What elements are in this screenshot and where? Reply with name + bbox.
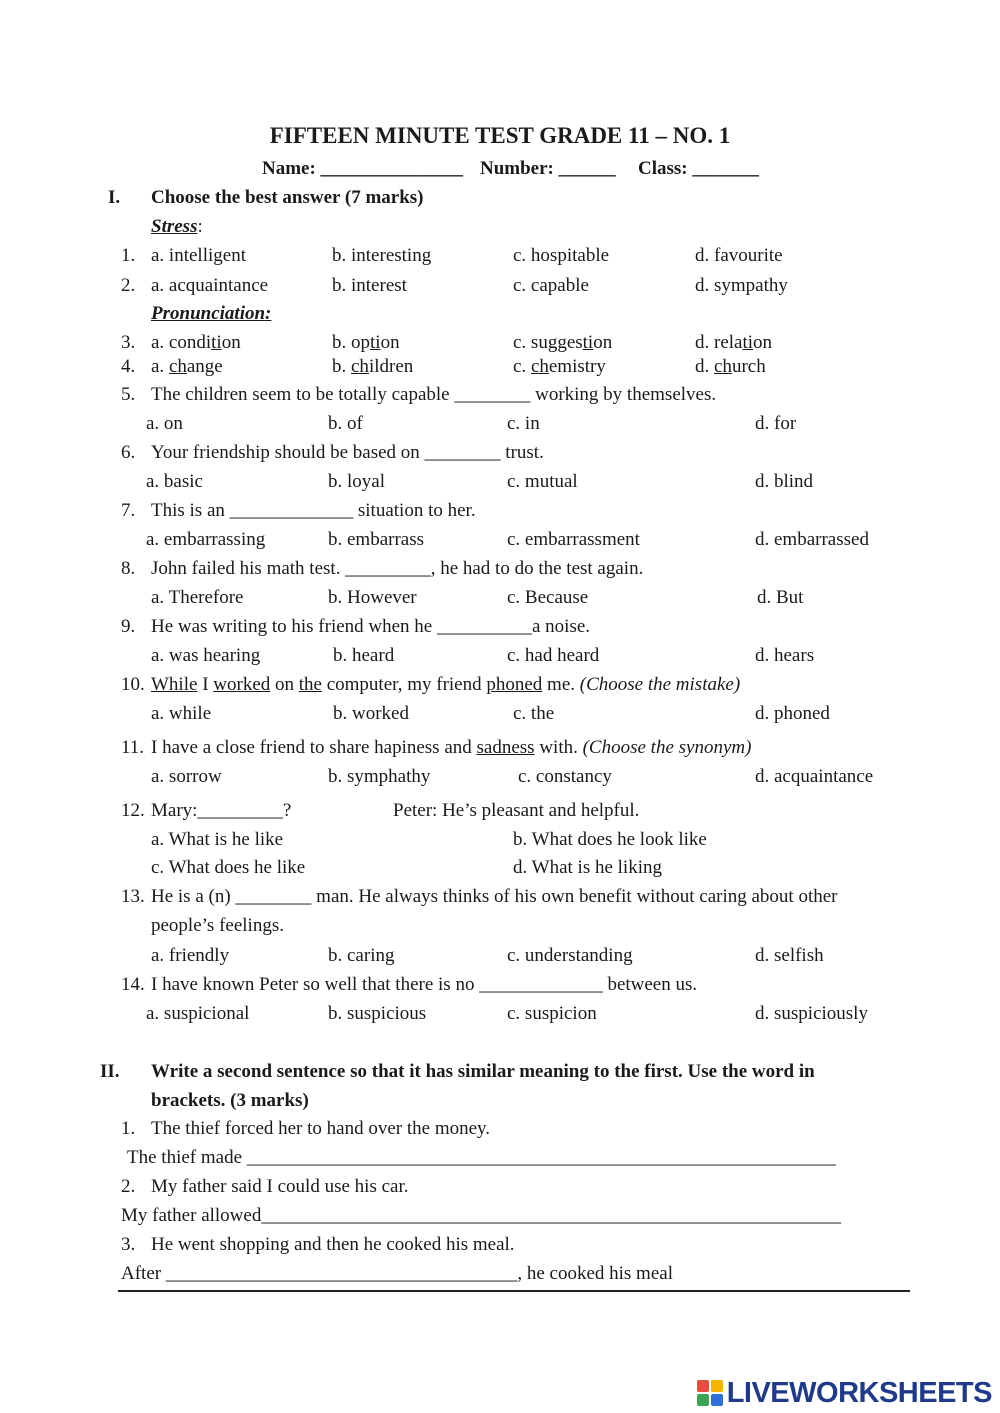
q14-number: 14. <box>121 974 145 995</box>
q14-option-b[interactable]: b. suspicious <box>328 1003 427 1024</box>
q11-option-b[interactable]: b. symphathy <box>328 766 431 787</box>
q5-number: 5. <box>121 384 136 405</box>
q7-option-c[interactable]: c. embarrassment <box>507 529 640 550</box>
q6-option-a[interactable]: a. basic <box>146 471 203 492</box>
q6-number: 6. <box>121 442 136 463</box>
q8-number: 8. <box>121 558 136 579</box>
q6-option-b[interactable]: b. loyal <box>328 471 385 492</box>
q14-option-c[interactable]: c. suspicion <box>507 1003 597 1024</box>
part2-heading-line1: Write a second sentence so that it has similar meaning to the first. Use the word in <box>151 1061 815 1082</box>
part2-roman: II. <box>100 1061 120 1082</box>
q13-option-a[interactable]: a. friendly <box>151 945 230 966</box>
q4-option-a[interactable]: a. change <box>151 356 223 377</box>
s2-answer-line[interactable]: My father allowed_____________________________________________________________ <box>121 1205 841 1226</box>
q2-number: 2. <box>121 275 136 296</box>
q6-text: Your friendship should be based on ________ trust. <box>151 442 544 463</box>
q10-option-a[interactable]: a. while <box>151 703 212 724</box>
q5-option-c[interactable]: c. in <box>507 413 540 434</box>
pronunciation-label: Pronunciation: <box>151 303 272 324</box>
q13-number: 13. <box>121 886 145 907</box>
q12-option-d[interactable]: d. What is he liking <box>513 857 662 878</box>
q11-option-a[interactable]: a. sorrow <box>151 766 222 787</box>
q1-option-d[interactable]: d. favourite <box>695 245 783 266</box>
q12-mary: Mary:_________? <box>151 800 292 821</box>
number-field[interactable]: Number: ______ <box>480 158 616 179</box>
q3-number: 3. <box>121 332 136 353</box>
q3-option-c[interactable]: c. suggestion <box>513 332 613 353</box>
q14-option-a[interactable]: a. suspicional <box>146 1003 250 1024</box>
q7-number: 7. <box>121 500 136 521</box>
page-title: FIFTEEN MINUTE TEST GRADE 11 – NO. 1 <box>269 123 731 148</box>
q8-option-c[interactable]: c. Because <box>507 587 589 608</box>
q1-option-b[interactable]: b. interesting <box>332 245 432 266</box>
part1-roman: I. <box>108 187 121 208</box>
q7-option-d[interactable]: d. embarrassed <box>755 529 869 550</box>
liveworksheets-logo-text: LIVEWORKSHEETS <box>726 1376 992 1409</box>
q3-option-b[interactable]: b. option <box>332 332 400 353</box>
liveworksheets-logo <box>697 1378 992 1408</box>
q8-option-a[interactable]: a. Therefore <box>151 587 244 608</box>
q10-option-c[interactable]: c. the <box>513 703 555 724</box>
q10-number: 10. <box>121 674 145 695</box>
q11-option-d[interactable]: d. acquaintance <box>755 766 874 787</box>
q3-option-d[interactable]: d. relation <box>695 332 773 353</box>
q1-option-c[interactable]: c. hospitable <box>513 245 610 266</box>
q4-option-d[interactable]: d. church <box>695 356 766 377</box>
q9-option-d[interactable]: d. hears <box>755 645 815 666</box>
q6-option-c[interactable]: c. mutual <box>507 471 578 492</box>
q2-option-c[interactable]: c. capable <box>513 275 589 296</box>
class-field[interactable]: Class: _______ <box>638 158 759 179</box>
q13-text-line2: people’s feelings. <box>151 915 284 936</box>
q13-text-line1: He is a (n) ________ man. He always thinks of his own benefit without caring about other <box>151 886 838 907</box>
q11-option-c[interactable]: c. constancy <box>518 766 612 787</box>
q13-option-c[interactable]: c. understanding <box>507 945 633 966</box>
q6-option-d[interactable]: d. blind <box>755 471 814 492</box>
q14-option-d[interactable]: d. suspiciously <box>755 1003 868 1024</box>
q9-number: 9. <box>121 616 136 637</box>
q7-text: This is an _____________ situation to her. <box>151 500 476 521</box>
q10-option-d[interactable]: d. phoned <box>755 703 830 724</box>
q12-number: 12. <box>121 800 145 821</box>
stress-label-line <box>151 217 203 236</box>
q10-text: While I worked on the computer, my friend phoned me. (Choose the mistake) <box>151 674 741 695</box>
q5-option-d[interactable]: d. for <box>755 413 797 434</box>
name-field[interactable]: Name: _______________ <box>262 158 464 179</box>
q4-number: 4. <box>121 356 136 377</box>
q7-option-b[interactable]: b. embarrass <box>328 529 425 550</box>
q1-number: 1. <box>121 245 136 266</box>
stress-label: Stress <box>151 216 198 237</box>
q5-option-b[interactable]: b. of <box>328 413 363 434</box>
q9-option-a[interactable]: a. was hearing <box>151 645 261 666</box>
q8-text: John failed his math test. _________, he had to do the test again. <box>151 558 644 579</box>
q13-option-b[interactable]: b. caring <box>328 945 395 966</box>
q8-option-d[interactable]: d. But <box>757 587 804 608</box>
q9-option-b[interactable]: b. heard <box>333 645 395 666</box>
s2-text: My father said I could use his car. <box>151 1176 409 1197</box>
part2-heading-line2: brackets. (3 marks) <box>151 1090 309 1111</box>
bottom-divider <box>118 1290 910 1292</box>
q2-option-b[interactable]: b. interest <box>332 275 407 296</box>
q9-text: He was writing to his friend when he __________a noise. <box>151 616 591 637</box>
q4-option-c[interactable]: c. chemistry <box>513 356 606 377</box>
q12-option-a[interactable]: a. What is he like <box>151 829 284 850</box>
s3-number: 3. <box>121 1234 136 1255</box>
q11-text: I have a close friend to share hapiness and sadness with. (Choose the synonym) <box>151 737 752 758</box>
q8-option-b[interactable]: b. However <box>328 587 417 608</box>
s3-answer-line[interactable]: After _____________________________________, he cooked his meal <box>121 1263 673 1284</box>
q12-option-c[interactable]: c. What does he like <box>151 857 306 878</box>
q4-option-b[interactable]: b. children <box>332 356 414 377</box>
s2-number: 2. <box>121 1176 136 1197</box>
part1-heading: Choose the best answer (7 marks) <box>151 187 424 208</box>
q5-text: The children seem to be totally capable ________ working by themselves. <box>151 384 717 405</box>
q5-option-a[interactable]: a. on <box>146 413 183 434</box>
s1-text: The thief forced her to hand over the money. <box>151 1118 491 1139</box>
q13-option-d[interactable]: d. selfish <box>755 945 824 966</box>
liveworksheets-logo-icon <box>697 1380 723 1406</box>
q1-option-a[interactable]: a. intelligent <box>151 245 246 266</box>
q2-option-d[interactable]: d. sympathy <box>695 275 788 296</box>
stress-colon: : <box>197 216 203 237</box>
s1-number: 1. <box>121 1118 136 1139</box>
q7-option-a[interactable]: a. embarrassing <box>146 529 266 550</box>
s1-answer-line[interactable]: The thief made ______________________________________________________________ <box>127 1147 836 1168</box>
q10-option-b[interactable]: b. worked <box>333 703 409 724</box>
q11-number: 11. <box>121 737 145 758</box>
s3-text: He went shopping and then he cooked his meal. <box>151 1234 515 1255</box>
q12-peter: Peter: He’s pleasant and helpful. <box>393 800 640 821</box>
q14-text: I have known Peter so well that there is no _____________ between us. <box>151 974 698 995</box>
q2-option-a[interactable]: a. acquaintance <box>151 275 269 296</box>
q3-option-a[interactable]: a. condition <box>151 332 241 353</box>
q12-option-b[interactable]: b. What does he look like <box>513 829 707 850</box>
q9-option-c[interactable]: c. had heard <box>507 645 600 666</box>
